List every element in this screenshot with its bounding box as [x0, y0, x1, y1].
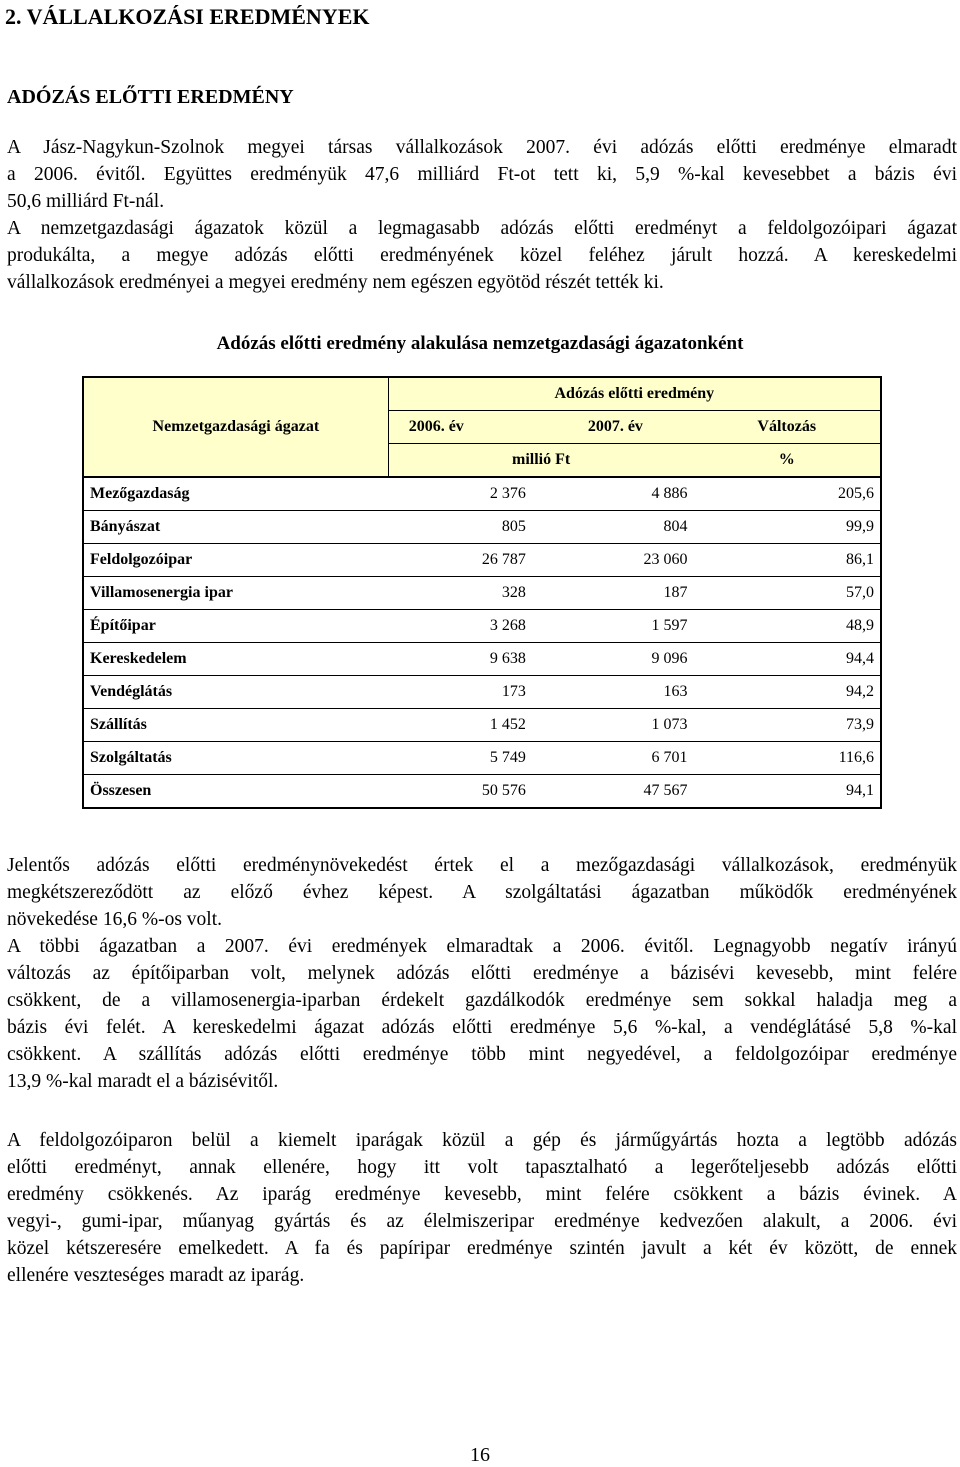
intro-line: vállalkozások eredményei a megyei eredmény nem egészen egyötöd részét tették ki. — [7, 272, 664, 293]
body-line: eredmény csökkenés. Az iparág eredménye kevesebb, mint felére csökkent a bázis évinek. A — [7, 1184, 957, 1205]
sector-cell: Kereskedelem — [83, 643, 388, 676]
intro-line: produkálta, a megye adózás előtti eredményének közel feléhez járult hozzá. A kereskedelmi — [7, 245, 957, 266]
change-cell: 99,9 — [694, 511, 881, 544]
table-row — [83, 577, 881, 610]
table-row — [83, 610, 881, 643]
value-2007-cell: 4 886 — [532, 477, 694, 511]
sector-cell: Bányászat — [83, 511, 388, 544]
sector-cell: Villamosenergia ipar — [83, 577, 388, 610]
table-row — [83, 511, 881, 544]
sector-cell: Mezőgazdaság — [83, 477, 388, 511]
change-cell: 116,6 — [694, 742, 881, 775]
value-2007-cell: 47 567 — [532, 775, 694, 809]
value-2006-cell: 26 787 — [388, 544, 532, 577]
table-title: Adózás előtti eredmény alakulása nemzetgazdasági ágazatonként — [216, 333, 744, 354]
intro-line: A Jász-Nagykun-Szolnok megyei társas vállalkozások 2007. évi adózás előtti eredménye elmaradt — [7, 137, 957, 158]
change-cell: 94,1 — [694, 775, 881, 809]
column-header-2007: 2007. év — [587, 418, 643, 435]
value-2006-cell: 5 749 — [388, 742, 532, 775]
table-row — [83, 709, 881, 742]
page-number: 16 — [470, 1444, 490, 1466]
intro-line: A nemzetgazdasági ágazatok közül a legmagasabb adózás előtti eredményt a feldolgozóipari ágazat — [7, 218, 957, 239]
value-2007-cell: 1 597 — [532, 610, 694, 643]
body-paragraph-1 — [7, 852, 957, 1095]
intro-paragraph — [7, 134, 957, 296]
unit-percent-header: % — [694, 444, 881, 478]
value-2006-cell: 3 268 — [388, 610, 532, 643]
value-2006-cell: 805 — [388, 511, 532, 544]
column-header-2006: 2006. év — [408, 418, 464, 435]
value-2007-cell: 1 073 — [532, 709, 694, 742]
body-line: 13,9 %-kal maradt el a bázisévitől. — [7, 1071, 279, 1092]
sector-cell: Szállítás — [83, 709, 388, 742]
body-line: ellenére veszteséges maradt az iparág. — [7, 1265, 305, 1286]
change-cell: 86,1 — [694, 544, 881, 577]
table-row — [83, 643, 881, 676]
intro-line: 50,6 milliárd Ft-nál. — [7, 191, 165, 212]
table-header-row-group — [83, 377, 881, 411]
body-line: A többi ágazatban a 2007. évi eredmények elmaradtak a 2006. évitől. Legnagyobb negatív irányú — [7, 936, 957, 957]
change-cell: 48,9 — [694, 610, 881, 643]
body-line: megkétszereződött az előző évhez képest. A szolgáltatási ágazatban működők eredményének — [7, 882, 957, 903]
body-line: előtti eredményt, annak ellenére, hogy itt volt tapasztalható a legerőteljesebb adózás előtti — [7, 1157, 957, 1178]
sector-column-header: Nemzetgazdasági ágazat — [83, 377, 388, 477]
value-2007-cell: 9 096 — [532, 643, 694, 676]
value-2007-cell: 187 — [532, 577, 694, 610]
body-line: növekedése 16,6 %-os volt. — [7, 909, 222, 930]
sector-cell: Szolgáltatás — [83, 742, 388, 775]
body-line: vegyi-, gumi-ipar, műanyag gyártás és az élelmiszeripar eredménye kedvezően alakult, a 2006. évi — [7, 1211, 957, 1232]
change-cell: 94,4 — [694, 643, 881, 676]
column-header-change: Változás — [694, 411, 881, 444]
body-paragraph-2 — [7, 1127, 957, 1289]
change-cell: 57,0 — [694, 577, 881, 610]
value-2006-cell: 9 638 — [388, 643, 532, 676]
sector-cell: Vendéglátás — [83, 676, 388, 709]
body-line: változás az építőiparban volt, melynek adózás előtti eredménye a bázisévi kevesebb, mint felére — [7, 963, 957, 984]
unit-money-header: millió Ft — [388, 444, 693, 478]
table-row-total — [83, 775, 881, 809]
table-row — [83, 477, 881, 511]
value-2006-cell: 1 452 — [388, 709, 532, 742]
subsection-title: ADÓZÁS ELŐTTI EREDMÉNY — [7, 86, 294, 108]
value-2006-cell: 50 576 — [388, 775, 532, 809]
value-2007-cell: 804 — [532, 511, 694, 544]
body-line: bázis évi felét. A kereskedelmi ágazat adózás előtti eredménye 5,6 %-kal, a vendéglátásé 5,8 %-kal — [7, 1017, 957, 1038]
section-title: 2. VÁLLALKOZÁSI EREDMÉNYEK — [5, 4, 370, 29]
body-line: csökkent, de a villamosenergia-iparban érdekelt gazdálkodók eredménye sem sokkal haladja meg a — [7, 990, 957, 1011]
value-2006-cell: 328 — [388, 577, 532, 610]
table-row — [83, 544, 881, 577]
group-header: Adózás előtti eredmény — [388, 377, 881, 411]
sector-cell: Feldolgozóipar — [83, 544, 388, 577]
value-2006-cell: 2 376 — [388, 477, 532, 511]
body-line: Jelentős adózás előtti eredménynövekedést értek el a mezőgazdasági vállalkozások, eredményük — [7, 855, 957, 876]
sector-cell: Építőipar — [83, 610, 388, 643]
change-cell: 94,2 — [694, 676, 881, 709]
value-2007-cell: 6 701 — [532, 742, 694, 775]
value-2006-cell: 173 — [388, 676, 532, 709]
body-line: közel kétszeresére emelkedett. A fa és papíripar eredménye szintén javult a két év között, de ennek — [7, 1238, 957, 1259]
body-line: A feldolgozóiparon belül a kiemelt iparágak közül a gép és járműgyártás hozta a legtöbb adózás — [7, 1130, 957, 1151]
table-row — [83, 676, 881, 709]
sector-cell: Összesen — [83, 775, 388, 809]
body-line: csökkent. A szállítás adózás előtti eredménye több mint negyedével, a feldolgozóipar eredménye — [7, 1044, 957, 1065]
change-cell: 205,6 — [694, 477, 881, 511]
value-2007-cell: 23 060 — [532, 544, 694, 577]
sector-results-table — [82, 376, 882, 809]
change-cell: 73,9 — [694, 709, 881, 742]
table-row — [83, 742, 881, 775]
intro-line: a 2006. évitől. Együttes eredményük 47,6 milliárd Ft-ot tett ki, 5,9 %-kal kevesebbet a bázis évi — [7, 164, 957, 185]
value-2007-cell: 163 — [532, 676, 694, 709]
